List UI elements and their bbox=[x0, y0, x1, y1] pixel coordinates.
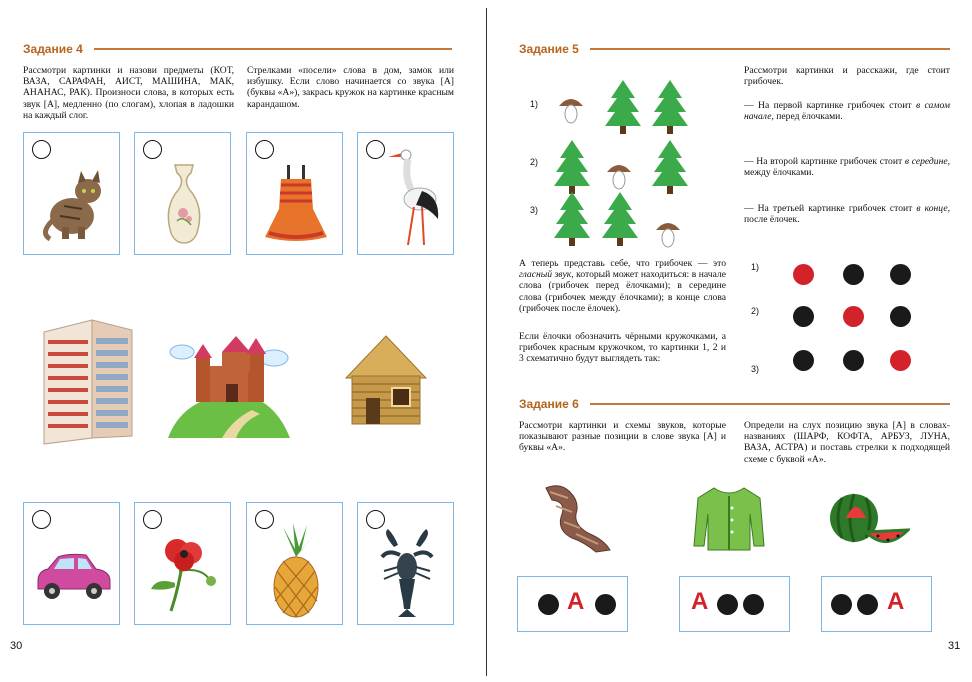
poppy-image bbox=[143, 537, 223, 613]
watermelon-image bbox=[826, 488, 910, 554]
row-label-3: 3) bbox=[530, 205, 539, 215]
car-image bbox=[32, 547, 114, 603]
task5-title: Задание 5 bbox=[519, 42, 579, 56]
scheme-box-middle bbox=[821, 576, 932, 632]
scarf-image bbox=[540, 478, 616, 554]
card-stork bbox=[357, 132, 454, 255]
task4-title: Задание 4 bbox=[23, 42, 83, 56]
row-label-2: 2) bbox=[530, 157, 539, 167]
black-dot bbox=[595, 594, 616, 615]
red-dot bbox=[793, 264, 814, 285]
crayfish-image bbox=[374, 527, 440, 623]
mushroom-icon bbox=[559, 99, 583, 123]
dot-schema-grid bbox=[790, 262, 920, 377]
task5-intro: Рассмотри картинки и расскажи, где стоит грибочек. bbox=[744, 65, 950, 88]
task4-instructions-1: Рассмотри картинки и назови предметы (КОТ, ВАЗА, САРАФАН, АИСТ, МАШИНА, МАК, АНАНАС, РАК). Произноси слова, в которых есть звук [А], медленно (по слогам), хлопая в ладошки на каждый слог. bbox=[23, 65, 234, 121]
page-divider bbox=[486, 8, 487, 676]
black-dot bbox=[743, 594, 764, 615]
answer-circle[interactable] bbox=[32, 510, 51, 529]
tree-icon bbox=[605, 80, 641, 134]
task4-title-rule bbox=[94, 48, 452, 50]
tree-icon bbox=[554, 192, 590, 246]
page-number-right: 31 bbox=[948, 640, 961, 652]
answer-circle[interactable] bbox=[32, 140, 51, 159]
dot-row-label-3: 3) bbox=[751, 364, 760, 374]
answer-circle[interactable] bbox=[143, 510, 162, 529]
card-car bbox=[23, 502, 120, 625]
sweater-image bbox=[692, 484, 766, 554]
answer-circle[interactable] bbox=[143, 140, 162, 159]
card-crayfish bbox=[357, 502, 454, 625]
scheme-box-end bbox=[517, 576, 628, 632]
task6-instructions-1: Рассмотри картинки и схемы звуков, которые показывают разные позиции в слове звука [А] и буквы «А». bbox=[519, 420, 726, 454]
tree-icon bbox=[554, 140, 590, 194]
task5-line-1: — На первой картинке грибочек стоит в самом начале, перед ёлочками. bbox=[744, 100, 951, 123]
task5-line-2: — На второй картинке грибочек стоит в середине, между ёлочками. bbox=[744, 156, 950, 179]
mushroom-tree-rows bbox=[545, 70, 695, 250]
log-hut-image bbox=[340, 330, 432, 430]
task6-title-rule bbox=[590, 403, 950, 405]
tree-icon bbox=[652, 140, 688, 194]
task5-line-3: — На третьей картинке грибочек стоит в конце, после ёлочек. bbox=[744, 203, 950, 226]
answer-circle[interactable] bbox=[255, 140, 274, 159]
black-dot bbox=[793, 306, 814, 327]
task6-instructions-2: Определи на слух позицию звука [А] в словах-названиях (ШАРФ, КОФТА, АРБУЗ, ЛУНА, ВАЗА, АСТРА) и поставь стрелки к подходящей схеме с буквой «А». bbox=[744, 420, 950, 465]
pineapple-image bbox=[269, 521, 323, 621]
black-dot bbox=[890, 306, 911, 327]
letter-a: А bbox=[567, 588, 585, 615]
task5-paragraph-3: Если ёлочки обозначить чёрными кружочками, а грибочек красным кружочком, то картинки 1, 2 и 3 схематично будут выглядеть так: bbox=[519, 331, 726, 365]
tree-icon bbox=[652, 80, 688, 134]
red-dot bbox=[843, 306, 864, 327]
card-pineapple bbox=[246, 502, 343, 625]
letter-a: А bbox=[887, 588, 905, 615]
apartment-building-image bbox=[34, 318, 140, 446]
black-dot bbox=[890, 264, 911, 285]
black-dot bbox=[717, 594, 738, 615]
red-dot bbox=[890, 350, 911, 371]
black-dot bbox=[843, 264, 864, 285]
letter-a: А bbox=[691, 588, 709, 615]
task5-paragraph-2: А теперь представь себе, что грибочек — это гласный звук, который может находиться: в начале слова (грибочек перед ёлочками); в середине слова (грибочек между ёлочками); в конце слова (грибочек после ёлочек). bbox=[519, 258, 726, 314]
castle-image bbox=[162, 330, 296, 440]
black-dot bbox=[831, 594, 852, 615]
task6-title: Задание 6 bbox=[519, 397, 579, 411]
black-dot bbox=[843, 350, 864, 371]
mushroom-icon bbox=[656, 223, 680, 247]
card-vase bbox=[134, 132, 231, 255]
black-dot bbox=[538, 594, 559, 615]
dot-row-label-2: 2) bbox=[751, 306, 760, 316]
scheme-box-start bbox=[679, 576, 790, 632]
card-poppy bbox=[134, 502, 231, 625]
dot-row-label-1: 1) bbox=[751, 262, 760, 272]
card-cat bbox=[23, 132, 120, 255]
black-dot bbox=[793, 350, 814, 371]
row-label-1: 1) bbox=[530, 99, 539, 109]
cat-image bbox=[38, 161, 108, 241]
page-number-left: 30 bbox=[10, 640, 23, 652]
sarafan-image bbox=[261, 163, 331, 245]
vase-image bbox=[161, 163, 207, 245]
black-dot bbox=[857, 594, 878, 615]
task5-title-rule bbox=[590, 48, 950, 50]
stork-image bbox=[382, 145, 442, 249]
tree-icon bbox=[602, 192, 638, 246]
task4-instructions-2: Стрелками «посели» слова в дом, замок или избушку. Если слово начинается со звука [А] (буквы «А»), закрась кружок на картинке красным карандашом. bbox=[247, 65, 454, 110]
mushroom-icon bbox=[607, 165, 631, 189]
card-sarafan bbox=[246, 132, 343, 255]
